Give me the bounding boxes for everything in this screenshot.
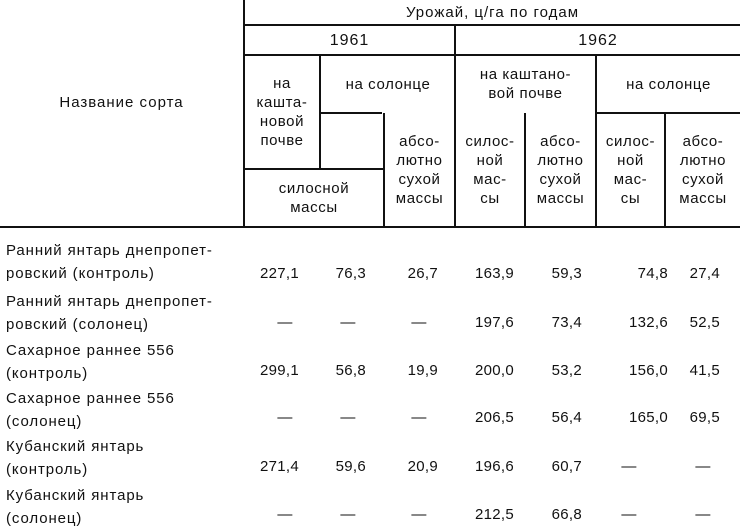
header-1961-solonets: на солонце (345, 75, 431, 93)
row-2-c0: 299,1 (259, 362, 299, 379)
row-3-c1: — (340, 409, 356, 426)
header-1962-chestnut-dry: абсо- лютно сухой массы (536, 133, 585, 207)
row-5-c1: — (340, 506, 356, 523)
row-4-c6: — (695, 458, 711, 475)
row-0-c0: 227,1 (259, 265, 299, 282)
row-0-c5: 74,8 (637, 265, 668, 282)
rule-solonets61-bottom (320, 112, 382, 114)
header-1962-solonets-dry: абсо- лютно сухой массы (679, 133, 727, 207)
header-1961-dry: абсо- лютно сухой массы (395, 133, 444, 207)
header-1961-silage: силосной массы (278, 180, 350, 216)
row-1-name: Ранний янтарь днепропет- ровский (солонец) (6, 293, 213, 333)
row-5-c4: 66,8 (551, 506, 582, 523)
row-0-name: Ранний янтарь днепропет- ровский (контроль) (6, 242, 213, 282)
year-1962: 1962 (578, 31, 618, 49)
row-2-c4: 53,2 (551, 362, 582, 379)
row-0-c4: 59,3 (551, 265, 582, 282)
row-4-c3: 196,6 (474, 458, 514, 475)
row-5-name: Кубанский янтарь (солонец) (6, 487, 145, 527)
row-2-c2: 19,9 (407, 362, 438, 379)
row-4-name: Кубанский янтарь (контроль) (6, 438, 145, 478)
header-1962-chestnut-silage: силос- ной мас- сы (465, 133, 515, 207)
row-1-c0: — (277, 314, 293, 331)
row-4-c4: 60,7 (551, 458, 582, 475)
row-3-name: Сахарное раннее 556 (солонец) (6, 390, 175, 430)
row-0-c2: 26,7 (407, 265, 438, 282)
row-2-c3: 200,0 (474, 362, 514, 379)
row-2-c6: 41,5 (689, 362, 720, 379)
row-1-c3: 197,6 (474, 314, 514, 331)
header-1962-solonets: на солонце (626, 75, 711, 93)
row-4-c0: 271,4 (259, 458, 299, 475)
caption: Урожай, ц/га по годам (405, 3, 580, 21)
row-2-c5: 156,0 (628, 362, 668, 379)
row-5-c0: — (277, 506, 293, 523)
row-3-c6: 69,5 (689, 409, 720, 426)
header-1961-chestnut: на кашта- новой почве (256, 75, 308, 149)
row-2-c1: 56,8 (335, 362, 366, 379)
row-4-c5: — (621, 458, 637, 475)
row-1-c4: 73,4 (551, 314, 582, 331)
header-1962-solonets-silage: силос- ной мас- сы (605, 133, 656, 207)
row-3-c2: — (411, 409, 427, 426)
row-1-c1: — (340, 314, 356, 331)
row-0-c6: 27,4 (689, 265, 720, 282)
row-4-c2: 20,9 (407, 458, 438, 475)
row-5-c2: — (411, 506, 427, 523)
row-3-c3: 206,5 (474, 409, 514, 426)
year-1961: 1961 (329, 31, 370, 49)
row-1-c6: 52,5 (689, 314, 720, 331)
row-5-c5: — (621, 506, 637, 523)
row-1-c5: 132,6 (628, 314, 668, 331)
rule-header-bottom (0, 226, 740, 228)
row-3-c5: 165,0 (628, 409, 668, 426)
row-1-c2: — (411, 314, 427, 331)
row-5-c3: 212,5 (474, 506, 514, 523)
row-0-c3: 163,9 (474, 265, 514, 282)
header-1962-chestnut: на каштано- вой почве (479, 66, 572, 102)
row-4-c1: 59,6 (335, 458, 366, 475)
row-5-c6: — (695, 506, 711, 523)
row-3-c4: 56,4 (551, 409, 582, 426)
name-header: Название сорта (59, 93, 184, 111)
row-2-name: Сахарное раннее 556 (контроль) (6, 342, 175, 382)
row-3-c0: — (277, 409, 293, 426)
row-0-c1: 76,3 (335, 265, 366, 282)
